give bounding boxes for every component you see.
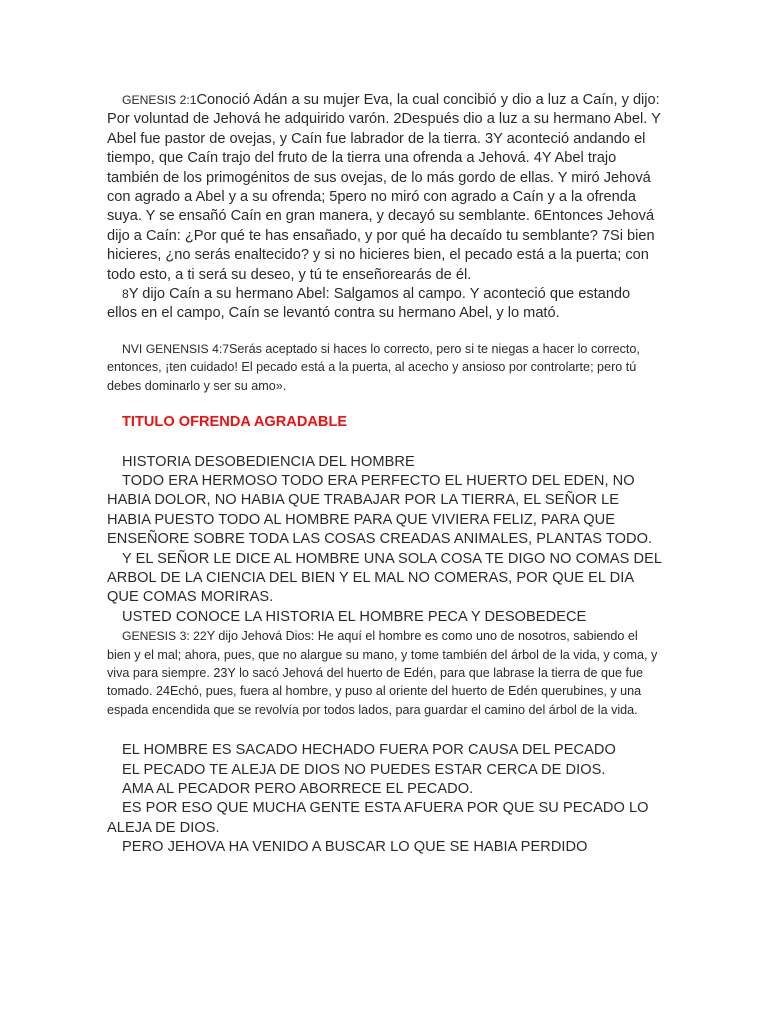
verse-text: Y dijo Caín a su hermano Abel: Salgamos al campo. Y aconteció que estando ellos en el campo, Caín se levantó contra su hermano Abel, y lo mató.	[107, 286, 631, 322]
love-sinner-line	[107, 780, 662, 799]
command-paragraph	[107, 550, 662, 608]
eden-paragraph-text: TODO ERA HERMOSO TODO ERA PERFECTO EL HUERTO DEL EDEN, NO HABIA DOLOR, NO HABIA QUE TRABAJAR POR LA TIERRA, EL SEÑOR LE HABIA PUESTO TODO AL HOMBRE PARA QUE VIVIERA FELIZ, PARA QUE ENSEÑORE SOBRE TODA LAS COSAS CREADAS ANIMALES, PLANTAS TODO.	[107, 472, 653, 548]
verse-number: 8	[122, 287, 129, 302]
sin-separates-line-text: EL PECADO TE ALEJA DE DIOS NO PUEDES ESTAR CERCA DE DIOS.	[122, 761, 606, 778]
section-title	[107, 413, 662, 432]
sin-separates-line	[107, 761, 662, 780]
history-heading	[107, 453, 662, 472]
sin-paragraph	[107, 608, 662, 627]
verse-reference: GENESIS 2:1	[122, 93, 197, 107]
command-paragraph-text: Y EL SEÑOR LE DICE AL HOMBRE UNA SOLA COSA TE DIGO NO COMAS DEL ARBOL DE LA CIENCIA DEL BIEN Y EL MAL NO COMERAS, POR QUE EL DIA QUE COMAS MORIRAS.	[107, 550, 662, 606]
love-sinner-line-text: AMA AL PECADOR PERO ABORRECE EL PECADO.	[122, 781, 474, 797]
genesis-3-quote	[107, 627, 662, 719]
sin-paragraph-text: USTED CONOCE LA HISTORIA EL HOMBRE PECA Y DESOBEDECE	[122, 608, 587, 625]
verse-text: Y dijo Jehová Dios: He aquí el hombre es como uno de nosotros, sabiendo el bien y el mal; ahora, pues, que no alargue su mano, y tome también del árbol de la vida, y coma, y viva para siempre. 23Y lo sacó Jehová del huerto de Edén, para que labrase la tierra de que fue tomado. 24Echó, pues, fuera al hombre, y puso al oriente del huerto de Edén querubines, y una espada encendida que se revolvía por todos lados, para guardar el camino del árbol de la vida.	[107, 629, 658, 717]
jehovah-came-line-text: PERO JEHOVA HA VENIDO A BUSCAR LO QUE SE HABIA PERDIDO	[122, 839, 588, 856]
document-page	[107, 91, 662, 858]
genesis-8-paragraph	[107, 285, 662, 324]
verse-reference: GENESIS 3: 22	[122, 629, 207, 644]
eden-paragraph	[107, 472, 662, 550]
nvi-genesis-quote	[107, 340, 662, 395]
people-outside-line-text: ES POR ESO QUE MUCHA GENTE ESTA AFUERA POR QUE SU PECADO LO ALEJA DE DIOS.	[107, 800, 649, 836]
verse-reference: NVI GENENSIS 4:7	[122, 341, 230, 356]
jehovah-came-line	[107, 838, 662, 857]
history-heading-text: HISTORIA DESOBEDIENCIA DEL HOMBRE	[122, 453, 415, 470]
verse-text: Conoció Adán a su mujer Eva, la cual concibió y dio a luz a Caín, y dijo: Por voluntad de Jehová he adquirido varón. 2Después dio a luz a su hermano Abel. Y Abel fue pastor de ovejas, y Caín fue labrador de la tierra. 3Y aconteció andando el tiempo, que Caín trajo del fruto de la tierra una ofrenda a Jehová. 4Y Abel trajo también de los primogénitos de sus ovejas, de lo más gordo de ellas. Y miró Jehová con agrado a Abel y a su ofrenda; 5pero no miró con agrado a Caín y a la ofrenda suya. Y se ensañó Caín en gran manera, y decayó su semblante. 6Entonces Jehová dijo a Caín: ¿Por qué te has ensañado, y por qué ha decaído tu semblante? 7Si bien hicieres, ¿no serás enaltecido? y si no hicieres bien, el pecado está a la puerta; con todo esto, a ti será su deseo, y tú te enseñorearás de él.	[107, 92, 661, 283]
expelled-line-text: EL HOMBRE ES SACADO HECHADO FUERA POR CAUSA DEL PECADO	[122, 742, 616, 759]
title-text: TITULO OFRENDA AGRADABLE	[122, 414, 348, 431]
expelled-line	[107, 741, 662, 760]
people-outside-line	[107, 799, 662, 838]
verse-text: Serás aceptado si haces lo correcto, pero si te niegas a hacer lo correcto, entonces, ¡ten cuidado! El pecado está a la puerta, al acecho y ansioso por controlarte; pero tú debes dominarlo y ser su amo».	[107, 341, 640, 393]
genesis-2-paragraph	[107, 91, 662, 285]
